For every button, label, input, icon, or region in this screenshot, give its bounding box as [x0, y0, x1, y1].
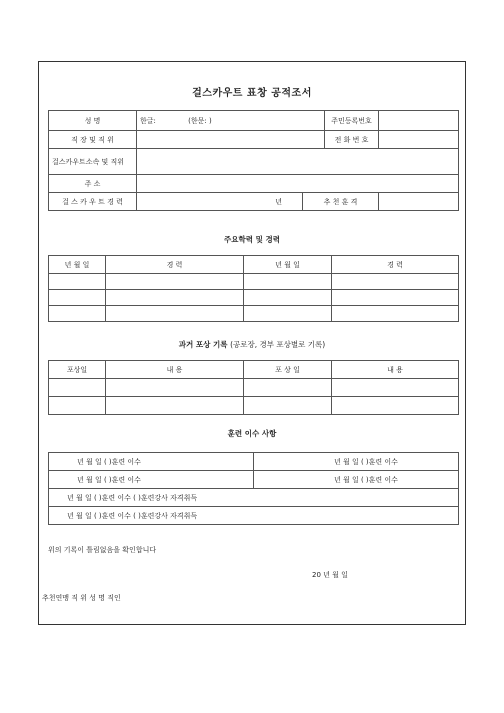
awards-header-date1: 포상일 — [49, 361, 106, 379]
table-cell[interactable] — [106, 397, 244, 415]
name-field[interactable] — [137, 111, 325, 131]
training-row4[interactable]: 년 월 일 ( )훈련 이수 ( )훈련강사 자격취득 — [49, 507, 459, 525]
table-cell[interactable] — [49, 397, 106, 415]
id-number-field[interactable] — [379, 111, 459, 131]
awards-header-date2: 포 상 일 — [244, 361, 332, 379]
table-cell[interactable] — [49, 306, 106, 322]
table-cell[interactable] — [106, 306, 244, 322]
job-label: 직 장 및 직 위 — [49, 131, 137, 149]
training-row1-right[interactable]: 년 월 일 ( )훈련 이수 — [254, 453, 459, 471]
table-cell[interactable] — [49, 290, 106, 306]
table-cell[interactable] — [332, 306, 459, 322]
girlscout-job-field[interactable] — [137, 149, 459, 175]
awards-header-content2: 내 용 — [332, 361, 459, 379]
awards-heading — [39, 339, 465, 350]
awards-table — [48, 360, 459, 415]
career-year-field[interactable]: 년 — [137, 193, 303, 211]
job-field[interactable] — [137, 131, 325, 149]
recommend-field[interactable] — [379, 193, 459, 211]
table-cell[interactable] — [332, 397, 459, 415]
education-header-date1: 년 월 일 — [49, 256, 106, 274]
recommend-label: 추 천 훈 격 — [303, 193, 379, 211]
training-row3[interactable]: 년 월 일 ( )훈련 이수 ( )훈련강사 자격취득 — [49, 489, 459, 507]
table-cell[interactable] — [244, 274, 332, 290]
awards-heading-text: 과거 포상 기록 — [178, 340, 228, 349]
id-number-label: 주민등록번호 — [325, 111, 379, 131]
name-hangul-label: 한글: — [140, 116, 156, 125]
training-heading: 훈련 이수 사항 — [227, 429, 277, 438]
table-cell[interactable] — [106, 274, 244, 290]
confirm-text: 위의 기록이 틀림없음을 확인합니다 — [48, 546, 157, 554]
awards-header-content1: 내 용 — [106, 361, 244, 379]
girlscout-job-label: 걸스카우트소속 및 직위 — [49, 149, 137, 175]
table-cell[interactable] — [244, 397, 332, 415]
page-title: 걸스카우트 표창 공적조서 — [192, 88, 312, 99]
awards-heading-note: (공로장, 경부 포상별로 기록) — [230, 340, 326, 349]
table-cell[interactable] — [49, 379, 106, 397]
table-cell[interactable] — [244, 379, 332, 397]
personal-info-table — [48, 110, 459, 211]
address-label: 주 소 — [49, 175, 137, 193]
table-cell[interactable] — [332, 379, 459, 397]
training-row1-left[interactable]: 년 월 일 ( )훈련 이수 — [49, 453, 254, 471]
name-label: 성 명 — [49, 111, 137, 131]
table-cell[interactable] — [106, 290, 244, 306]
education-header-career2: 경 력 — [332, 256, 459, 274]
table-cell[interactable] — [332, 274, 459, 290]
education-heading: 주요학력 및 경력 — [224, 235, 280, 244]
phone-label: 전 화 번 호 — [325, 131, 379, 149]
training-table — [48, 452, 459, 525]
table-cell[interactable] — [49, 274, 106, 290]
education-header-career1: 경 력 — [106, 256, 244, 274]
career-label: 걸 스 카 우 트 경 력 — [49, 193, 137, 211]
table-cell[interactable] — [332, 290, 459, 306]
education-table — [48, 255, 459, 322]
date-line[interactable]: 20 년 월 일 — [312, 571, 348, 579]
form-frame — [38, 61, 466, 625]
training-row2-left[interactable]: 년 월 일 ( )훈련 이수 — [49, 471, 254, 489]
education-header-date2: 년 월 일 — [244, 256, 332, 274]
phone-field[interactable] — [379, 131, 459, 149]
table-cell[interactable] — [106, 379, 244, 397]
address-field[interactable] — [137, 175, 459, 193]
signature-line[interactable]: 추천연맹 직 위 성 명 직인 — [42, 594, 121, 602]
training-row2-right[interactable]: 년 월 일 ( )훈련 이수 — [254, 471, 459, 489]
table-cell[interactable] — [244, 290, 332, 306]
name-hanja-label: (한문: ) — [188, 116, 212, 125]
table-cell[interactable] — [244, 306, 332, 322]
